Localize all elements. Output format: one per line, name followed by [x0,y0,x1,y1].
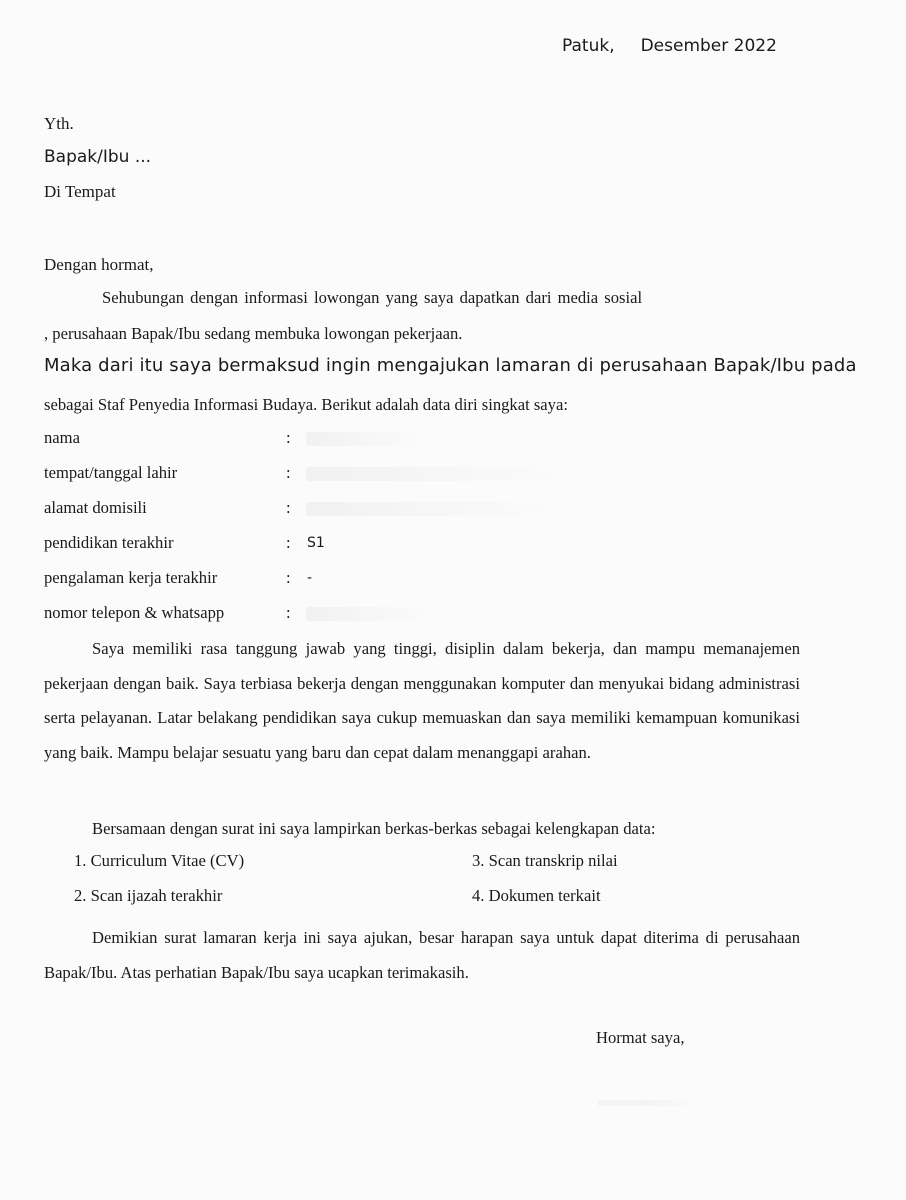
data-row-education [44,533,604,568]
data-row-name [44,428,604,463]
qualifications-text: Saya memiliki rasa tanggung jawab yang tinggi, disiplin dalam bekerja, dan mampu memanajemen pekerjaan dengan baik. Saya terbiasa bekerja dengan menggunakan komputer dan menyukai bidang administrasi serta pelayanan. Latar belakang pendidikan saya cukup memuaskan dan saya memiliki kemampuan komunikasi yang baik. Mampu belajar sesuatu yang baru dan cepat dalam menanggapi arahan. [44,639,800,762]
attachment-item: 3. Scan transkrip nilai [472,851,618,870]
place-text: Patuk, [562,36,615,56]
data-label: alamat domisili [44,498,147,517]
signature-area [598,1100,698,1106]
closing-paragraph-text: Demikian surat lamaran kerja ini saya ajukan, besar harapan saya untuk dapat diterima di perusahaan Bapak/Ibu. Atas perhatian Bapak/Ibu saya ucapkan terimakasih. [44,928,800,982]
personal-data-table [44,428,604,638]
closing-text: Hormat saya, [596,1028,685,1047]
redacted-value [306,607,426,621]
data-row-address [44,498,604,533]
intro-line-1: Sehubungan dengan informasi lowongan yang saya dapatkan dari media sosial [102,288,643,307]
data-colon: : [286,533,291,552]
data-label: pengalaman kerja terakhir [44,568,218,587]
qualifications-paragraph [44,632,800,770]
data-value: - [307,570,313,586]
data-label: pendidikan terakhir [44,533,174,552]
yth-text: Yth. [44,114,74,133]
attachment-item: 2. Scan ijazah terakhir [74,886,223,905]
addressee-text: Bapak/Ibu ... [44,147,152,167]
closing-paragraph [44,921,800,990]
data-label: nama [44,428,80,447]
data-label: tempat/tanggal lahir [44,463,178,482]
data-colon: : [286,428,291,447]
redacted-value [306,432,416,446]
intro-line-4: sebagai Staf Penyedia Informasi Budaya. Berikut adalah data diri singkat saya: [44,395,568,414]
attachment-item: 4. Dokumen terkait [472,886,601,905]
date-text: Desember 2022 [640,36,777,56]
data-value: S1 [307,535,325,551]
redacted-value [306,502,546,516]
data-row-experience [44,568,604,603]
data-colon: : [286,568,291,587]
intro-line-2: , perusahaan Bapak/Ibu sedang membuka lowongan pekerjaan. [44,324,463,343]
data-colon: : [286,463,291,482]
date-line [562,36,777,56]
attachments-intro: Bersamaan dengan surat ini saya lampirkan berkas-berkas sebagai kelengkapan data: [92,819,656,838]
attachment-item: 1. Curriculum Vitae (CV) [74,851,245,870]
data-colon: : [286,603,291,622]
redacted-value [306,467,556,481]
data-row-birth [44,463,604,498]
data-label: nomor telepon & whatsapp [44,603,225,622]
location-text: Di Tempat [44,182,116,201]
intro-line-3: Maka dari itu saya bermaksud ingin mengajukan lamaran di perusahaan Bapak/Ibu pada [44,355,857,376]
data-colon: : [286,498,291,517]
salutation: Dengan hormat, [44,255,154,274]
